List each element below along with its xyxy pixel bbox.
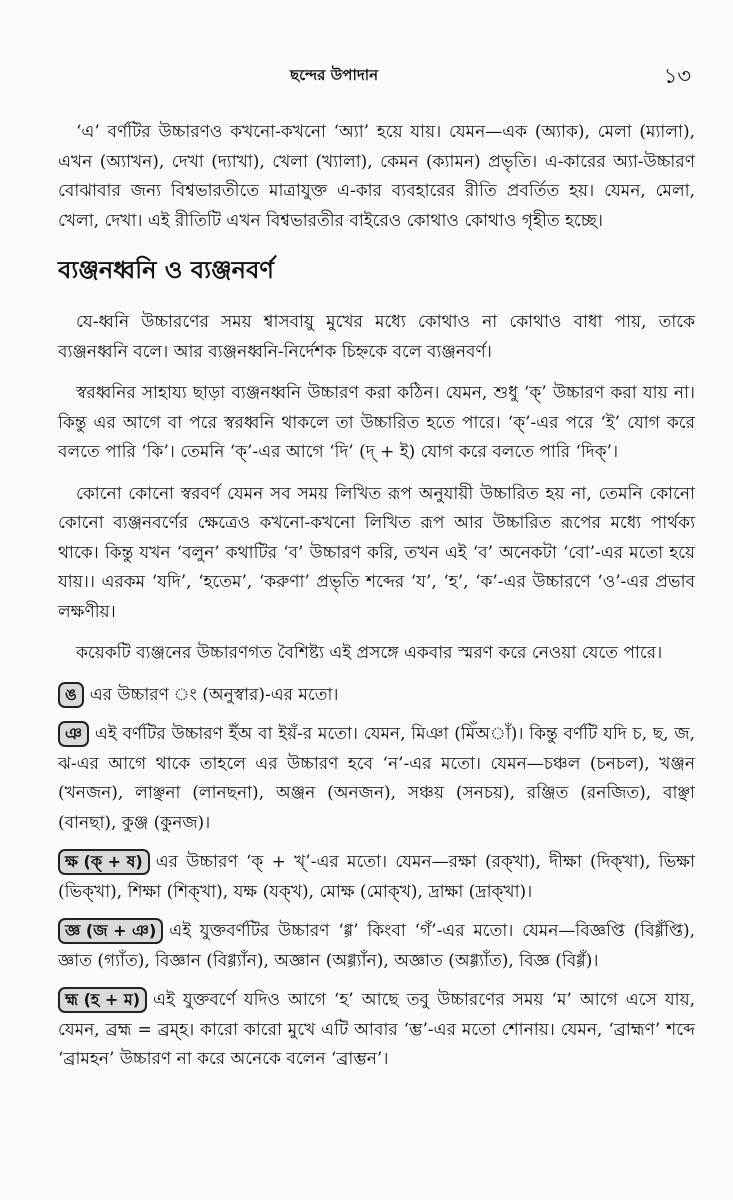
letter-badge: ঙ [58,682,84,708]
page-number: ১৩ [663,64,691,88]
section-heading: ব্যঞ্জনধ্বনি ও ব্যঞ্জনবর্ণ [58,256,274,284]
paragraph-intro-list: কয়েকটি ব্যঞ্জনের উচ্চারণগত বৈশিষ্ট্য এই প্রসঙ্গে একবার স্মরণ করে নেওয়া যেতে পারে। [76,643,663,663]
page-body [58,118,695,1085]
letter-badge: ঞ [58,721,89,747]
running-head [0,64,733,90]
letter-badge: জ্ঞ (জ + ঞ) [58,918,163,944]
list-item-text: এর উচ্চারণ ‘ক্ + খ্’-এর মতো। যেমন—রক্ষা (রক্খা), দীক্ষা (দিক্খা), ভিক্ষা (ভিক্খা), শিক্ষা (শিক্খা), যক্ষ (যক্খ), মোক্ষ (মোক্খ), দ্রাক্ষা (দ্রাক্খা)। [58,852,695,902]
list-item [58,681,695,711]
paragraph-written-vs-spoken: কোনো কোনো স্বরবর্ণ যেমন সব সময় লিখিত রূপ অনুযায়ী উচ্চারিত হয় না, তেমনি কোনো কোনো ব্যঞ্জনবর্ণের ক্ষেত্রেও কখনো-কখনো লিখিত রূপ আর উচ্চারিত রূপের মধ্যে পার্থক্য থাকে। কিন্তু যখন ‘বলুন’ কথাটির ‘ব’ উচ্চারণ করি, তখন এই ‘ব’ অনেকটা ‘বো’-এর মতো হয়ে যায়।। এরকম ‘যদি’, ‘হতেম’, ‘করুণা’ প্রভৃতি শব্দের ‘য’, ‘হ’, ‘ক’-এর উচ্চারণে ‘ও’-এর প্রভাব লক্ষণীয়। [58,483,695,622]
chapter-title: ছন্দের উপাদান [290,66,379,84]
list-item-text: এর উচ্চারণ ং (অনুস্বার)-এর মতো। [89,684,339,705]
list-item [58,986,695,1075]
paragraph-e-pronunciation: ‘এ’ বর্ণটির উচ্চারণও কখনো-কখনো ‘অ্যা’ হয়ে যায়। যেমন—এক (অ্যাক), মেলা (ম্যালা), এখন (অ্যাখন), দেখা (দ্যাখা), খেলা (খ্যালা), কেমন (ক্যামন) প্রভৃতি। এ-কারের অ্যা-উচ্চারণ বোঝাবার জন্য বিশ্বভারতীতে মাত্রাযুক্ত এ-কার ব্যবহারের রীতি প্রবর্তিত হয়। যেমন, মেলা, খেলা, দেখা। এই রীতিটি এখন বিশ্বভারতীর বাইরেও কোথাও কোথাও গৃহীত হচ্ছে। [58,122,695,231]
letter-badge: ক্ষ (ক্ + ষ) [58,849,150,875]
paragraph-vowel-help: স্বরধ্বনির সাহায্য ছাড়া ব্যঞ্জনধ্বনি উচ্চারণ করা কঠিন। যেমন, শুধু ‘ক্’ উচ্চারণ করা যায় না। কিন্তু এর আগে বা পরে স্বরধ্বনি থাকলে তা উচ্চারিত হতে পারে। ‘ক্’-এর পরে ‘ই’ যোগ করে বলতে পারি ‘কি’। তেমনি ‘ক্’-এর আগে ‘দি’ (দ্ + ই) যোগ করে বলতে পারি ‘দিক্’। [58,383,695,462]
letter-badge: হ্ম (হ + ম) [58,987,147,1013]
list-item [58,720,695,838]
list-item-text: এই যুক্তবর্ণটির উচ্চারণ ‘গ্গ’ কিংবা ‘গঁ’-এর মতো। যেমন—বিজ্ঞপ্তি (বিগ্গঁপ্তি), জ্ঞাত (গ্যাঁত), বিজ্ঞান (বিগ্গ্যাঁন), অজ্ঞান (অগ্গ্যাঁন), অজ্ঞাত (অগ্গ্যাঁত), বিজ্ঞ (বিগ্গঁ)। [58,921,695,971]
list-item-text: এই বর্ণটির উচ্চারণ ইঁঅ বা ইয়ঁ-র মতো। যেমন, মিঞা (মিঁঅাঁ)। কিন্তু বর্ণটি যদি চ, ছ, জ, ঝ-এর আগে থাকে তাহলে এর উচ্চারণ হবে ‘ন’-এর মতো। যেমন—চঞ্চল (চনচল), খঞ্জন (খনজন), লাঞ্ছনা (লানছনা), অঞ্জন (অনজন), সঞ্চয় (সনচয়), রঞ্জিত (রনজিত), বাঞ্ছা (বানছা), কুঞ্জ (কুনজ)। [58,724,695,833]
list-item-text: এই যুক্তবর্ণে যদিও আগে ‘হ’ আছে তবু উচ্চারণের সময় ‘ম’ আগে এসে যায়, যেমন, ব্রহ্ম = ব্রম্হ। কারো কারো মুখে এটি আবার ‘ম্ভ’-এর মতো শোনায়। যেমন, ‘ব্রাহ্মণ’ শব্দে ‘ব্রামহন’ উচ্চারণ না করে অনেকে বলেন ‘ব্রাম্ভন’। [58,990,695,1069]
list-item [58,848,695,907]
list-item [58,917,695,976]
paragraph-definition: যে-ধ্বনি উচ্চারণের সময় শ্বাসবায়ু মুখের মধ্যে কোথাও না কোথাও বাধা পায়, তাকে ব্যঞ্জনধ্বনি বলে। আর ব্যঞ্জনধ্বনি-নির্দেশক চিহ্নকে বলে ব্যঞ্জনবর্ণ। [58,312,695,362]
